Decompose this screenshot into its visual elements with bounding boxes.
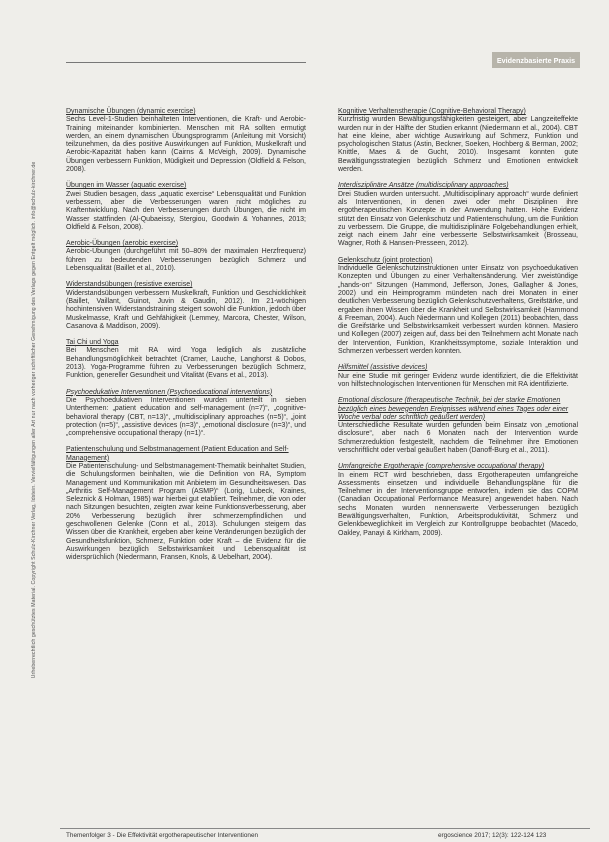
section-body: Kurzfristig wurden Bewältigungsfähigkeiten gesteigert, aber Langzeiteffekte wurden nur in der Hälfte der Studien erkannt (Niedermann et al., 2004). CBT hat eine kleine, aber wichtige Auswirkung auf Schmerz, Funktion und psychologischen Status (Astin, Beckner, Soeken, Hochberg & Berman, 2002; Knittle, Maes & de Gucht, 2010). Insgesamt konnten gute Bewältigungsstrategien bezüglich Schmerz und Emotionen entwickelt werden. [338,116,578,174]
section-heading: Hilfsmittel (assistive devices) [338,364,428,372]
section-body: Aerobic-Übungen (durchgeführt mit 50–80% der maximalen Herzfrequenz) führen zu bedeutenden Verbesserungen bezüglich Schmerz und Lebensqualität (Baillet et al., 2010). [66,248,306,273]
header-rule [66,62,306,63]
section-heading: Dynamische Übungen (dynamic exercise) [66,108,196,115]
section-body: Drei Studien wurden untersucht. „Multidisciplinary approach“ wurde definiert als Interventionen, in denen zwei oder mehr Disziplinen ihre ergotherapeutischen Konzepte in der Anwendung hatten. Hohe Evidenz stützt den Einsatz von Gelenkschutz und Patientenschulung, um die Funktion zu verbessern. Die Gruppe, die multidisziplinäre Folgebehandlungen erhielt, zeigt nach einem Jahr eine verbesserte Selbstwirksamkeit (Brosseau, Wagner, Roth & Hansen-Presseen, 2012). [338,190,578,248]
article-section [338,257,578,357]
section-heading: Umfangreiche Ergotherapie (comprehensive occupational therapy) [338,463,545,471]
section-body: Nur eine Studie mit geringer Evidenz wurde identifiziert, die die Effektivität von hilfstechnologischen Interventionen für Menschen mit RA identifizierte. [338,372,578,388]
section-body: Die Patientenschulung- und Selbstmanagement-Thematik beinhaltet Studien, die Schulungsformen beinhalten, wie die Definition von RA, Symptom Management und Kommunikation mit Anbietern im Gesundheitswesen. Das „Arthritis Self-Management Program (ASMP)“ (Lorig, Lubeck, Kraines, Seleznick & Holman, 1985) war hierbei gut etabliert. Teilnehmer, die von oder nach Sitzungen besuchten, zeigten zwar keine Funktionsverbesserung, aber 20% Verbesserung bezüglich ihrer schmerzempfindlichen und geschwollenen Gelenke (Conn et al., 2013). Schulungen steigern das Wissen über die Krankheit, ergeben aber keine Veränderungen bezüglich der Gesundheitsfunktion, Schmerz, Funktion oder Kraft – die Evidenz für die Auswirkungen bezüglich Selbstwirksamkeit und Lebensqualität ist widersprüchlich (Niedermann, Fransen, Knols, & Uebelhart, 2004). [66,462,306,562]
right-column [338,108,578,546]
section-heading: Psychoedukative Interventionen (Psychoeducational interventions) [66,388,273,396]
footer-rule [60,828,590,829]
copyright-sidebar [14,40,54,800]
article-section [66,281,306,331]
section-body: Zwei Studien besagen, dass „aquatic exercise“ Lebensqualität und Funktion verbessern, aber die Verbesserungen waren nicht mögliches zu Kraftentwicklung. Nach den Verbesserungen durch Übungen, die nicht im Wasser stattfinden (Al-Qubaeissy, Stergiou, Goodwin & Yohannes, 2013; Oldfield & Felson, 2008). [66,190,306,231]
section-heading: Interdisziplinäre Ansätze (multidisciplinary approaches) [338,182,509,190]
article-section [338,463,578,538]
section-body: Individuelle Gelenkschutzinstruktionen unter Einsatz von psychoedukativen Konzepten und Übungen zu einer Verhaltensänderung. Vier zweistündige „hands-on“ Sitzungen (Hammond, Jefferson, Jones, Gallagher & Jones, 2002) und ein Heimprogramm mündeten nach drei Monaten in einer deutlichen Verbesserung bezüglich Gelenkschutzverhaltens, Greifstärke, und ergaben ihnen Wissen über die Krankheit und Selbstwirksamkeit (Hammond & Freeman, 2004). Auch Niedermann und Kollegen (2011) beobachten, dass die Greifstärke und Selbstwirksamkeit verbessert wurden können. Masiero und Kollegen (2007) zeigen auf, dass bei den Teilnehmern acht Monate nach der Intervention, Funktion, Krankheitssymptome, soziale Interaktion und Schmerzen verbessert werden konnten. [338,265,578,356]
article-section [66,339,306,380]
section-heading: Tai Chi und Yoga [66,339,119,347]
article-section [66,446,306,562]
section-heading: Aerobic-Übungen (aerobic exercise) [66,240,179,248]
section-tag: Evidenzbasierte Praxis [492,52,580,68]
section-heading: Kognitive Verhaltenstherapie (Cognitive-Behavioral Therapy) [338,108,526,115]
section-body: Sechs Level-1-Studien beinhalteten Interventionen, die Kraft- und Aerobic-Training miteinander kombinierten. Menschen mit RA sollten ermutigt werden, an einem dynamischen Übungsprogramm (Anleitung mit Vorsicht) teilzunehmen, da dies positive Auswirkungen auf Funktion, Muskelkraft und Aerobic-Kapazität haben kann (Cairns & McVeigh, 2009). Dynamische Übungen verbessern Funktion, Müdigkeit und Depression (Oldfield & Felson, 2008). [66,116,306,174]
left-column [66,108,306,571]
section-body: Bei Menschen mit RA wird Yoga lediglich als zusätzliche Behandlungsmöglichkeit betrachtet (Cramer, Lauche, Langhorst & Dobos, 2013). Yoga-Programme führen zu Verbesserungen bezüglich Schmerz, Funktion, genereller Gesundheit und Vitalität (Evans et al., 2013). [66,347,306,380]
footer-journal-title: Themenfolger 3 - Die Effektivität ergotherapeutischer Interventionen [66,832,259,839]
section-heading: Emotional disclosure (therapeutische Technik, bei der starke Emotionen bezüglich eines bewegenden Ereignisses während eines Tages oder einer Woche verbal oder schriftlich geäußert werden) [338,397,569,421]
article-section [66,182,306,232]
section-body: Widerstandsübungen verbessern Muskelkraft, Funktion und Geschicklichkeit (Baillet, Vaillant, Guinot, Juvin & Gaudin, 2012). Im 21-wöchigen hochintensiven Widerstandstraining steigert sowohl die Funktion, jedoch über Muskelmasse, Kraft und Gehfähigkeit (Lemmey, Marcora, Chester, Wilson, Casanova & Maddison, 2009). [66,289,306,330]
section-heading: Patientenschulung und Selbstmanagement (Patient Education and Self-Management) [66,446,289,462]
article-section [66,240,306,273]
section-heading: Widerstandsübungen (resistive exercise) [66,281,193,289]
copyright-text: Urheberrechtlich geschütztes Material. Copyright Schulz-Kirchner Verlag, Idstein. Vervielfältigungen aller Art nur nach vorheriger schriftlicher Genehmigung des Verlags gegen Entgelt möglich. info@schulz-kirchner.de [31,161,37,679]
section-heading: Übungen im Wasser (aquatic exercise) [66,182,187,190]
article-section [338,397,578,455]
section-body: Die Psychoedukativen Interventionen wurden unterteilt in sieben Unterthemen: „patient education and self-management (n=7)“, „cognitive-behavioral therapy (CBT, n=13)“, „multidisciplinary approaches (n=5)“, „joint protection (n=5)“, „assistive devices (n=3)“, „emotional disclosure (n=3)“, und „comprehensive occupational therapy (n=1)“. [66,396,306,438]
section-body: In einem RCT wird beschrieben, dass Ergotherapeuten umfangreiche Assessments einsetzen und individuelle Behandlungspläne für die Teilnehmer in der Interventionsgruppe entworfen, indem sie das COPM (Canadian Occupational Performance Measure) angewendet haben. Nach sechs Monaten wurden nennenswerte Verbesserungen bezüglich Bewältigungsverhalten, Funktion, Arbeitsproduktivität, Schmerz und Gelenkbeweglichkeit im Vergleich zur Kontrollgruppe beobachtet (Macedo, Oakley, Panayi & Kirkham, 2009). [338,471,578,537]
article-section [338,364,578,389]
article-section [338,182,578,248]
section-heading: Gelenkschutz (joint protection) [338,256,433,264]
article-section [66,389,306,439]
footer-citation: ergoscience 2017; 12(3): 122-124 123 [438,832,547,839]
section-body: Unterschiedliche Resultate wurden gefunden beim Einsatz von „emotional disclosure“, aber nach 6 Monaten nach der Intervention wurde Schmerzreduktion festgestellt, nachdem die Teilnehmer ihre Emotionen verschriftlicht oder verbal geäußert haben (Danoff-Burg et al., 2011). [338,422,578,454]
article-section [66,108,306,174]
article-section [338,108,578,174]
